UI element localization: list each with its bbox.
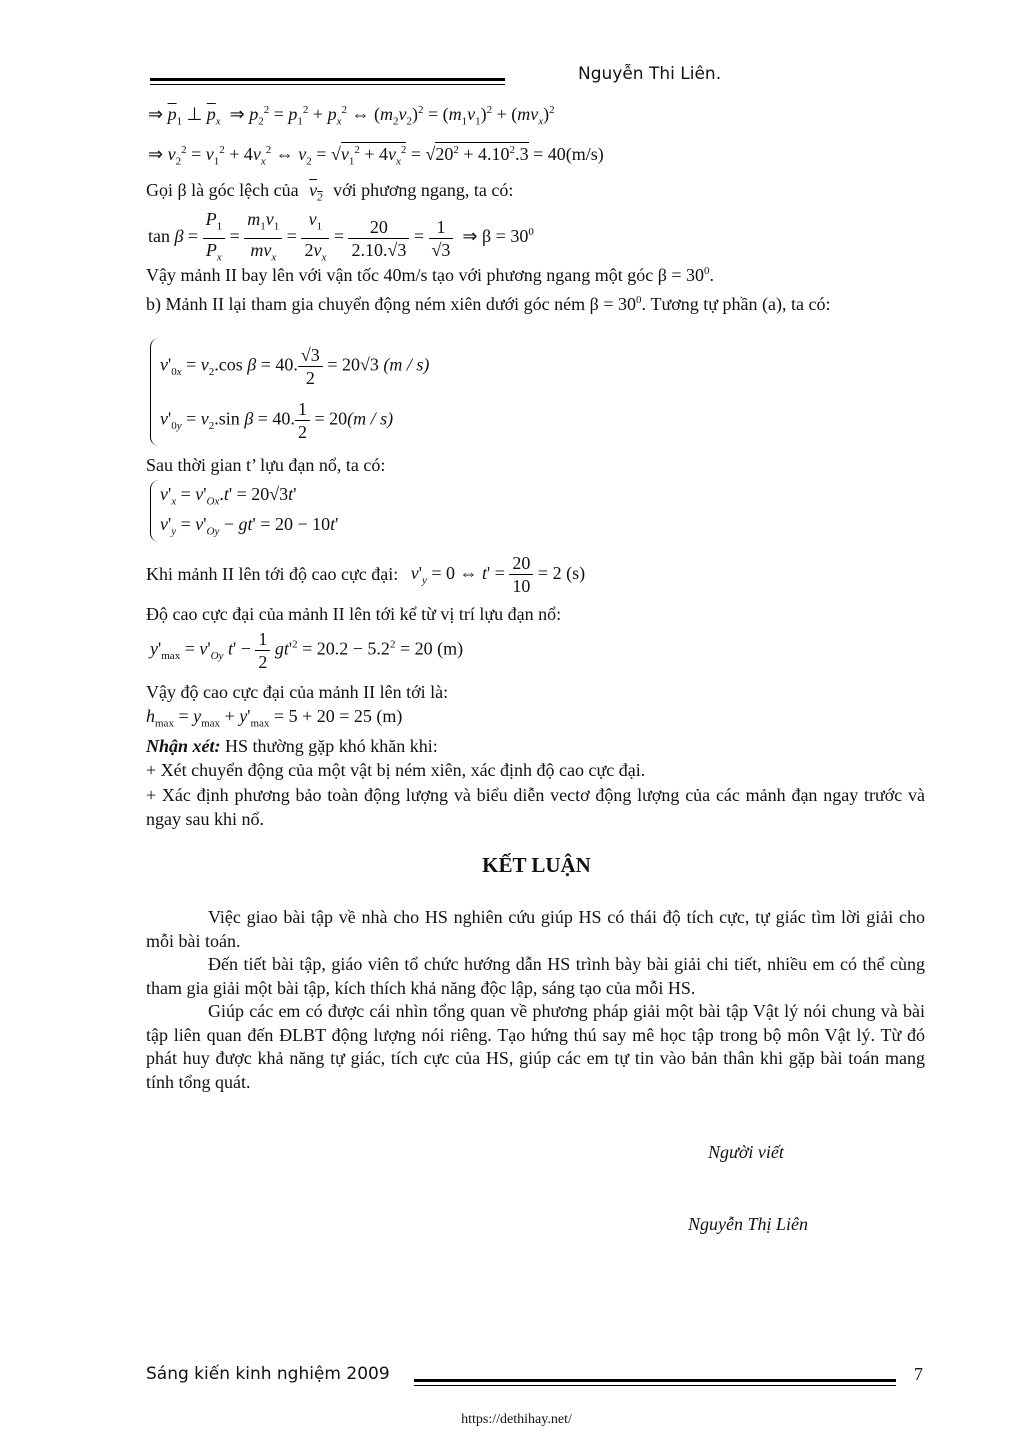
equation-tan-beta: tan β = $\frac{P_1}{P_x}$ = $\frac{m_1v_1}{mv_x}$ = $\frac{v_1}{2v_x}$ = $\frac{20}{2.10.√3}$ = $\frac{1}{√3}$ ⇒ $\beta = 30^0$	[148, 209, 534, 264]
after-time-text: Sau thời gian t’ lựu đạn nổ, ta có:	[146, 455, 386, 475]
v2-result: = 40(m/s)	[533, 144, 604, 164]
conclusion-title: KẾT LUẬN	[482, 853, 591, 877]
equation-vy-prime: $v'_y = v'_{Oy} - gt' = 20 - 10t'$	[160, 514, 339, 538]
equation-v2: ⇒ $v_2^2 = v_1^2 + 4v_x^2$ ⇔ $v_2 = √v_1^2 + 4v_x^2 = √20^2 + 4.10^2.3 = 40(m/s)$	[148, 144, 604, 168]
conclusion-paragraph-2: Đến tiết bài tập, giáo viên tổ chức hướng dẫn HS trình bày bài giải chi tiết, nhiều em có thể cùng tham gia giải một bài tập, kích thích khả năng độc lập, sáng tạo của mỗi HS.	[146, 954, 925, 998]
header-rule-thin	[150, 84, 505, 85]
max-height-result-text: Vậy độ cao cực đại của mảnh II lên tới là:	[146, 682, 449, 702]
equation-vox: $v'_{0x} = v_2.\cos$ β = 40. $\frac{√3}{2}$ = 20√3 (m / s)	[160, 345, 430, 388]
header-rule	[150, 78, 505, 81]
signature-name: Nguyễn Thị Liên	[688, 1214, 808, 1234]
footer-rule-thin	[414, 1385, 896, 1386]
equation-momentum-perp: ⇒ $\overline{p}_1$ ⊥ $\overline{p}_x$ ⇒ $p_2^2 = p_1^2 + p_x^2$ ⇔ $(m_2v_2)^2 = (m_1v_1)^2 + (mv_x)^2$	[148, 104, 555, 128]
equation-voy: $v'_{0y} = v_2.\sin$ β = 40. $\frac{1}{2}$ = 20(m / s)	[160, 399, 394, 442]
footer-rule	[414, 1379, 896, 1382]
beta-intro: Gọi β là góc lệch của $v_2$ với phương ngang, ta có:	[146, 180, 514, 204]
equation-hmax: $h_{max} = y_{max} + y'_{max} = 5 + 20 = 25$ (m)	[146, 706, 403, 730]
system-brace-2	[150, 480, 159, 542]
header-author: Nguyễn Thi Liên.	[578, 64, 722, 84]
remark-bullet-1: + Xét chuyển động của một vật bị ném xiên, xác định độ cao cực đại.	[146, 760, 646, 780]
system-brace-1	[150, 338, 159, 446]
beta-result: ⇒ β = 30	[462, 226, 529, 247]
max-height-condition: Khi mảnh II lên tới độ cao cực đại: $v'_y = 0$ ⇔ t' = $\frac{20}{10}$ = 2 (s)	[146, 553, 586, 596]
max-height-from-text: Độ cao cực đại của mảnh II lên tới kể từ vị trí lựu đạn nổ:	[146, 604, 562, 624]
footer-url[interactable]: https://dethihay.net/	[461, 1412, 572, 1427]
conclusion-part-a: Vậy mảnh II bay lên với vận tốc 40m/s tạo với phương ngang một góc $\beta = 30^0$.	[146, 265, 715, 285]
remark: Nhận xét: HS thường gặp khó khăn khi:	[146, 736, 438, 756]
signature-role: Người viết	[708, 1142, 784, 1162]
conclusion-paragraph-1: Việc giao bài tập về nhà cho HS nghiên cứu giúp HS có thái độ tích cực, tự giác tìm lời giải cho mỗi bài toán.	[146, 907, 925, 951]
part-b-text: b) Mảnh II lại tham gia chuyển động ném xiên dưới góc ném $\beta = 30^0$. Tương tự phần (a), ta có:	[146, 294, 831, 314]
equation-vx-prime: $v'_x = v'_{Ox}.t' = 20√3t'$	[160, 484, 297, 508]
footer-page-number: 7	[914, 1364, 923, 1384]
footer-title: Sáng kiến kinh nghiệm 2009	[146, 1364, 390, 1384]
equation-ymax-prime: $y'_{max} = v'_{Oy}$ t' − $\frac{1}{2}$ $gt'^2 = 20.2 - 5.2^2 = 20$ (m)	[150, 629, 464, 672]
conclusion-paragraph-3: Giúp các em có được cái nhìn tổng quan về phương pháp giải một bài tập Vật lý nói chung và bài tập liên quan đến ĐLBT động lượng nói riêng. Tạo hứng thú say mê học tập trong bộ môn Vật lý. Từ đó phát huy được khả năng tự giác, tích cực của HS, giúp các em tự tin vào bản thân khi gặp bài toán mang tính tổng quát.	[146, 1001, 925, 1092]
remark-bullet-2: + Xác định phương bảo toàn động lượng và biểu diễn vectơ động lượng của các mảnh đạn ngay trước và ngay sau khi nổ.	[146, 785, 925, 829]
